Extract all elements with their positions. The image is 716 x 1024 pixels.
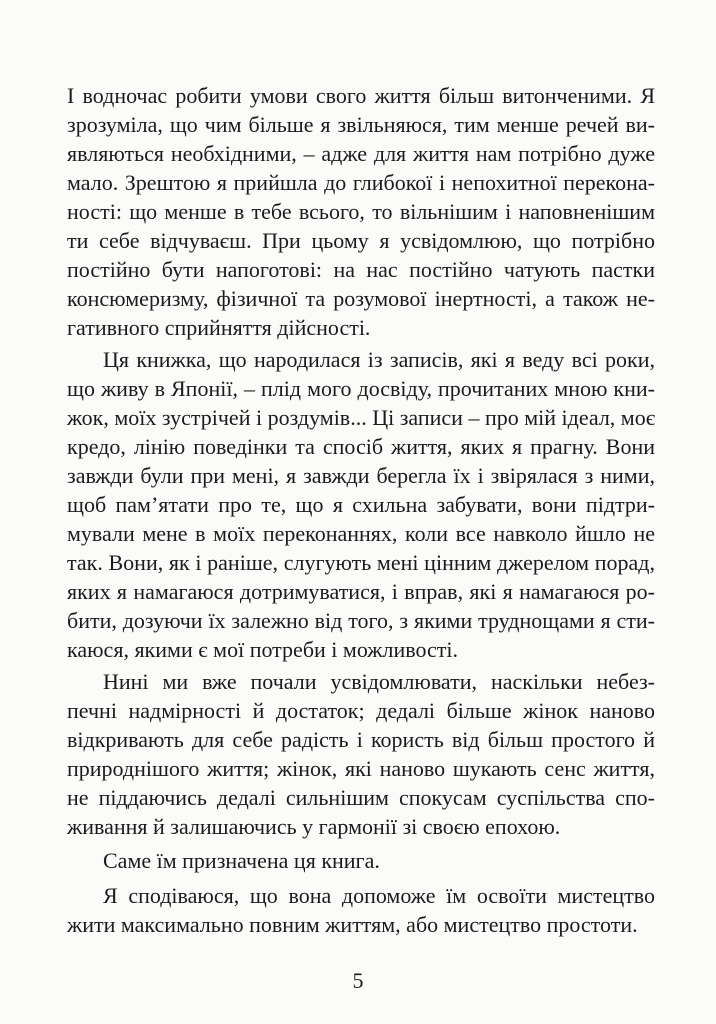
text-line: Нині ми вже почали усвідомлювати, наскільки небез- xyxy=(103,669,655,694)
text-line: мували мене в моїх переконаннях, коли все навколо йшло не xyxy=(67,521,655,546)
text-line: гативного сприйняття дійсності. xyxy=(67,315,371,340)
text-line: каюся, якими є мої потреби і можливості. xyxy=(67,637,459,662)
text-line: так. Вони, як і раніше, слугують мені цінним джерелом порад, xyxy=(67,550,655,575)
text-line: мало. Зрештою я прийшла до глибокої і непохитної перекона- xyxy=(67,170,655,195)
text-line: бити, дозуючи їх залежно від того, з якими труднощами я сти- xyxy=(67,608,655,633)
text-line: жити максимально повним життям, або мистецтво простоти. xyxy=(67,912,638,937)
text-line: ності: що менше в тебе всього, то вільнішим і наповненішим xyxy=(67,199,655,224)
text-line: Ця книжка, що народилася із записів, які я веду всі роки, xyxy=(103,347,655,372)
text-line: зрозуміла, що чим більше я звільняюся, тим менше речей ви- xyxy=(67,112,655,137)
text-line: печні надмірності й достаток; дедалі більше жінок наново xyxy=(67,698,655,723)
text-line: жок, моїх зустрічей і роздумів... Ці записи – про мій ідеал, моє xyxy=(67,405,656,430)
text-line: що живу в Японії, – плід мого досвіду, прочитаних мною кни- xyxy=(67,376,655,401)
text-line: природнішого життя; жінок, які наново шукають сенс життя, xyxy=(67,756,655,781)
text-line: щоб пам’ятати про те, що я схильна забувати, вони підтри- xyxy=(67,492,655,517)
text-line: ти себе відчуваєш. При цьому я усвідомлюю, що потрібно xyxy=(67,228,655,253)
text-line: завжди були при мені, я завжди берегла їх і звірялася з ними, xyxy=(67,463,655,488)
text-line: консюмеризму, фізичної та розумової інертності, а також не- xyxy=(67,286,655,311)
text-line: Саме їм призначена ця книга. xyxy=(103,848,380,873)
text-line: кредо, лінію поведінки та спосіб життя, яких я прагну. Вони xyxy=(67,434,655,459)
text-line: І водночас робити умови свого життя більш витонченими. Я xyxy=(67,83,655,108)
text-line: являються необхідними, – адже для життя нам потрібно дуже xyxy=(67,141,655,166)
text-line: яких я намагаюся дотримуватися, і вправ, які я намагаюся ро- xyxy=(67,579,655,604)
text-line: не піддаючись дедалі сильнішим спокусам суспільства спо- xyxy=(67,785,655,810)
text-line: постійно бути напоготові: на нас постійно чатують пастки xyxy=(67,257,655,282)
text-line: живання й залишаючись у гармонії зі своєю епохою. xyxy=(67,814,561,839)
text-line: Я сподіваюся, що вона допоможе їм освоїти мистецтво xyxy=(103,883,655,908)
page-number: 5 xyxy=(352,968,364,993)
text-line: відкривають для себе радість і користь від більш простого й xyxy=(67,727,655,752)
